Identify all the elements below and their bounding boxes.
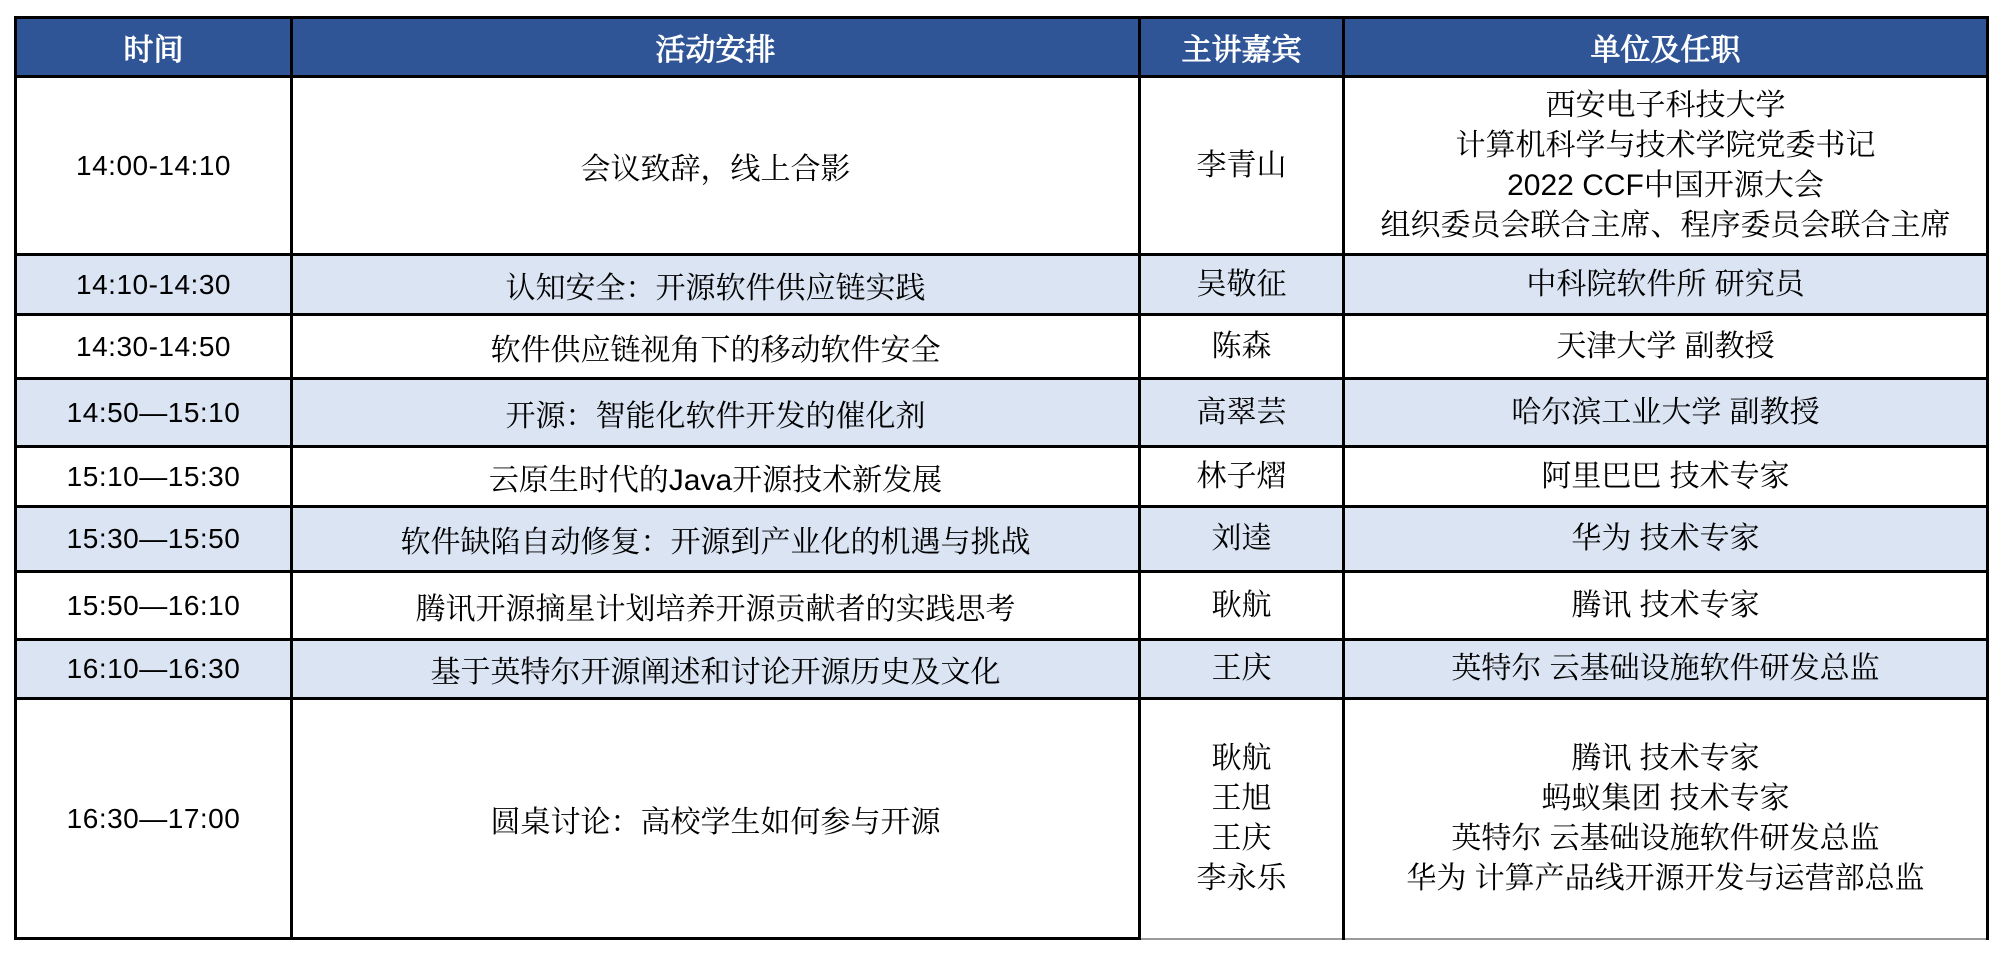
org-cell — [1344, 699, 1988, 939]
table-row — [16, 77, 1988, 255]
time-cell: 16:30—17:00 — [16, 699, 292, 939]
org-line: 华为 计算产品线开源开发与运营部总监 — [1406, 861, 1925, 895]
org-line: 组织委员会联合主席、程序委员会联合主席 — [1380, 208, 1951, 242]
speaker-cell — [1140, 699, 1344, 939]
org-cell — [1344, 77, 1988, 255]
time-cell: 16:10—16:30 — [16, 640, 292, 699]
org-line: 中科院软件所 研究员 — [1526, 267, 1805, 301]
speaker-name: 耿航 — [1211, 741, 1272, 775]
speaker-name: 李永乐 — [1196, 861, 1287, 895]
speaker-name: 吴敬征 — [1196, 267, 1287, 301]
header-org: 单位及任职 — [1344, 18, 1988, 77]
org-line: 阿里巴巴 技术专家 — [1541, 459, 1790, 493]
org-cell — [1344, 315, 1988, 379]
table-row — [16, 315, 1988, 379]
speaker-cell — [1140, 640, 1344, 699]
table-header — [16, 18, 1988, 77]
time-cell: 15:30—15:50 — [16, 507, 292, 572]
org-line: 腾讯 技术专家 — [1571, 588, 1760, 622]
org-line: 天津大学 副教授 — [1556, 329, 1775, 363]
org-line: 华为 技术专家 — [1571, 522, 1760, 555]
activity-cell: 认知安全：开源软件供应链实践 — [292, 255, 1140, 315]
table-row — [16, 255, 1988, 315]
speaker-cell — [1140, 315, 1344, 379]
activity-cell: 云原生时代的Java开源技术新发展 — [292, 447, 1140, 507]
activity-cell: 软件缺陷自动修复：开源到产业化的机遇与挑战 — [292, 507, 1140, 572]
speaker-name: 高翠芸 — [1196, 395, 1287, 429]
time-cell: 14:00-14:10 — [16, 77, 292, 255]
speaker-name: 王庆 — [1211, 821, 1272, 855]
table-row — [16, 447, 1988, 507]
table-row — [16, 379, 1988, 447]
activity-cell: 腾讯开源摘星计划培养开源贡献者的实践思考 — [292, 572, 1140, 640]
speaker-name: 林子熠 — [1196, 459, 1287, 493]
org-cell — [1344, 255, 1988, 315]
speaker-name: 刘逵 — [1211, 522, 1272, 555]
header-activity: 活动安排 — [292, 18, 1140, 77]
agenda-table — [14, 16, 1989, 940]
table-body — [16, 77, 1988, 939]
header-time: 时间 — [16, 18, 292, 77]
org-line: 西安电子科技大学 — [1545, 88, 1786, 122]
org-line: 计算机科学与技术学院党委书记 — [1455, 128, 1876, 162]
org-line: 英特尔 云基础设施软件研发总监 — [1451, 821, 1880, 855]
org-line: 2022 CCF中国开源大会 — [1507, 168, 1824, 202]
activity-cell: 圆桌讨论：高校学生如何参与开源 — [292, 699, 1140, 939]
time-cell: 14:50—15:10 — [16, 379, 292, 447]
speaker-cell — [1140, 507, 1344, 572]
org-cell — [1344, 572, 1988, 640]
activity-cell: 会议致辞，线上合影 — [292, 77, 1140, 255]
org-cell — [1344, 447, 1988, 507]
activity-cell: 基于英特尔开源阐述和讨论开源历史及文化 — [292, 640, 1140, 699]
speaker-cell — [1140, 77, 1344, 255]
speaker-cell — [1140, 379, 1344, 447]
time-cell: 15:10—15:30 — [16, 447, 292, 507]
header-speaker: 主讲嘉宾 — [1140, 18, 1344, 77]
org-cell — [1344, 379, 1988, 447]
time-cell: 15:50—16:10 — [16, 572, 292, 640]
table-row — [16, 572, 1988, 640]
header-row — [16, 18, 1988, 77]
speaker-name: 李青山 — [1196, 148, 1287, 182]
speaker-cell — [1140, 255, 1344, 315]
org-line: 英特尔 云基础设施软件研发总监 — [1451, 652, 1880, 685]
speaker-name: 耿航 — [1211, 588, 1272, 622]
table-row — [16, 507, 1988, 572]
time-cell: 14:30-14:50 — [16, 315, 292, 379]
table-row — [16, 699, 1988, 939]
table-row — [16, 640, 1988, 699]
speaker-name: 陈森 — [1211, 329, 1272, 363]
speaker-name: 王庆 — [1211, 652, 1272, 685]
org-line: 蚂蚁集团 技术专家 — [1541, 781, 1790, 815]
speaker-name: 王旭 — [1211, 781, 1272, 815]
activity-cell: 开源：智能化软件开发的催化剂 — [292, 379, 1140, 447]
speaker-cell — [1140, 447, 1344, 507]
org-line: 哈尔滨工业大学 副教授 — [1511, 395, 1820, 429]
org-line: 腾讯 技术专家 — [1571, 741, 1760, 775]
activity-cell: 软件供应链视角下的移动软件安全 — [292, 315, 1140, 379]
speaker-cell — [1140, 572, 1344, 640]
org-cell — [1344, 640, 1988, 699]
org-cell — [1344, 507, 1988, 572]
time-cell: 14:10-14:30 — [16, 255, 292, 315]
